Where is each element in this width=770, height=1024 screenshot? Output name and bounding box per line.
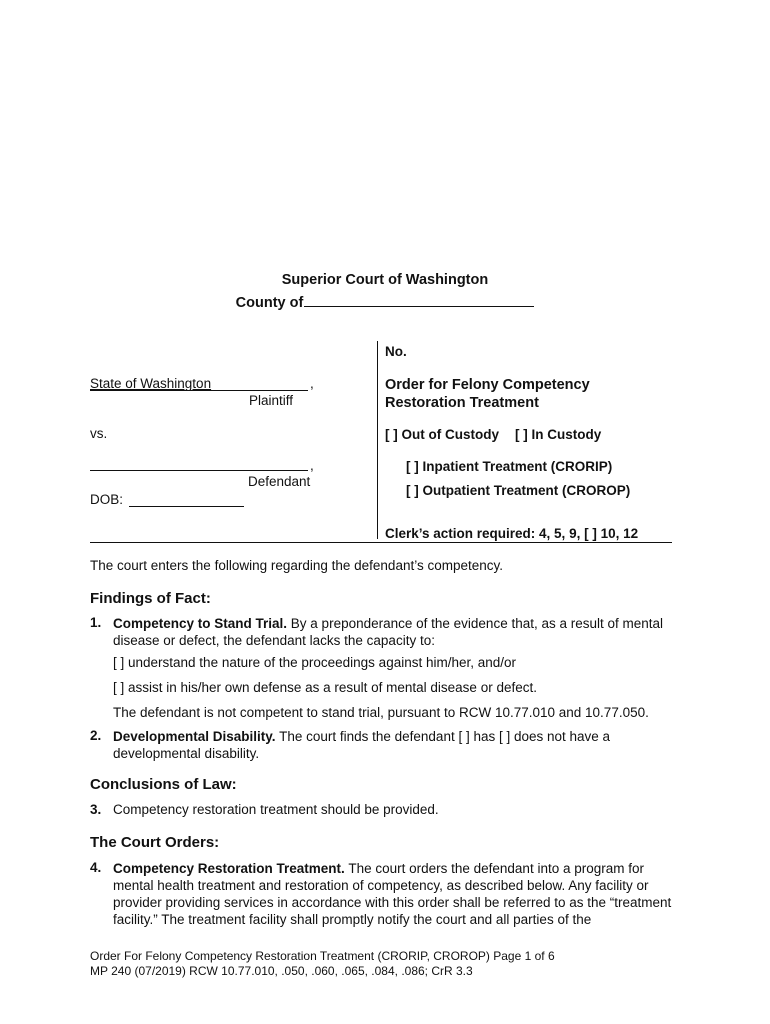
caption-rule (90, 542, 672, 543)
item1-number: 1. (90, 615, 102, 630)
item1-option-assist[interactable]: [ ] assist in his/her own defense as a result of mental disease or defect. (113, 680, 537, 695)
orders-heading: The Court Orders: (90, 834, 220, 851)
outpatient-checkbox[interactable]: [ ] Outpatient Treatment (CROROP) (406, 483, 631, 498)
item1-option-understand[interactable]: [ ] understand the nature of the proceedings against him/her, and/or (113, 655, 517, 670)
conclusions-heading: Conclusions of Law: (90, 776, 237, 793)
footer-title: Order For Felony Competency Restoration Treatment (CRORIP, CROROP) Page 1 of 6 (90, 949, 555, 963)
item4-title: Competency Restoration Treatment. (113, 861, 345, 876)
county-blank[interactable] (304, 292, 534, 307)
item4-text: The court orders the defendant into a program for mental health treatment and restoration of competency, as described below. Any facility or provider providing services in accordance with this order shall be referred to as the “treatment facility.” The treatment facility shall promptly notify the court and all parties of the (113, 861, 672, 927)
item2-text: The court finds the defendant [ ] has [ ] does not have a developmental disability. (113, 729, 611, 761)
item4-paragraph (113, 860, 678, 928)
item1-paragraph (113, 615, 673, 649)
plaintiff-underline (90, 376, 308, 391)
order-title-line2: Restoration Treatment (385, 395, 539, 411)
item1-conclusion: The defendant is not competent to stand trial, pursuant to RCW 10.77.010 and 10.77.050. (113, 705, 649, 720)
county-line (0, 292, 770, 311)
item4-number: 4. (90, 860, 102, 875)
court-name: Superior Court of Washington (281, 272, 489, 288)
clerk-action: Clerk’s action required: 4, 5, 9, [ ] 10, 12 (385, 526, 639, 541)
defendant-name-blank[interactable] (90, 456, 308, 471)
footer-form-id: MP 240 (07/2019) RCW 10.77.010, .050, .060, .065, .084, .086; CrR 3.3 (90, 964, 473, 978)
item3-text: Competency restoration treatment should be provided. (113, 802, 439, 817)
findings-heading: Findings of Fact: (90, 590, 211, 607)
plaintiff-comma: , (310, 376, 314, 391)
in-custody-checkbox[interactable]: [ ] In Custody (515, 427, 602, 442)
defendant-role: Defendant (248, 474, 311, 489)
item2-number: 2. (90, 728, 102, 743)
out-of-custody-checkbox[interactable]: [ ] Out of Custody (385, 427, 499, 442)
caption-divider (377, 341, 378, 539)
plaintiff-name: State of Washington (90, 376, 212, 391)
county-label: County of (235, 295, 304, 311)
dob-blank[interactable] (129, 491, 244, 507)
case-number-label: No. (385, 344, 407, 359)
order-title-line1: Order for Felony Competency (385, 377, 590, 393)
item2-title: Developmental Disability. (113, 729, 276, 744)
item1-text: By a preponderance of the evidence that, as a result of mental disease or defect, the defendant lacks the capacity to: (113, 616, 664, 648)
versus-label: vs. (90, 426, 108, 441)
item1-title: Competency to Stand Trial. (113, 616, 288, 631)
plaintiff-role: Plaintiff (249, 393, 294, 408)
item3-number: 3. (90, 802, 102, 817)
dob-label: DOB: (90, 492, 124, 507)
item2-paragraph (113, 728, 658, 762)
defendant-comma: , (310, 458, 314, 473)
intro-text: The court enters the following regarding the defendant’s competency. (90, 558, 504, 573)
inpatient-checkbox[interactable]: [ ] Inpatient Treatment (CRORIP) (406, 459, 613, 474)
